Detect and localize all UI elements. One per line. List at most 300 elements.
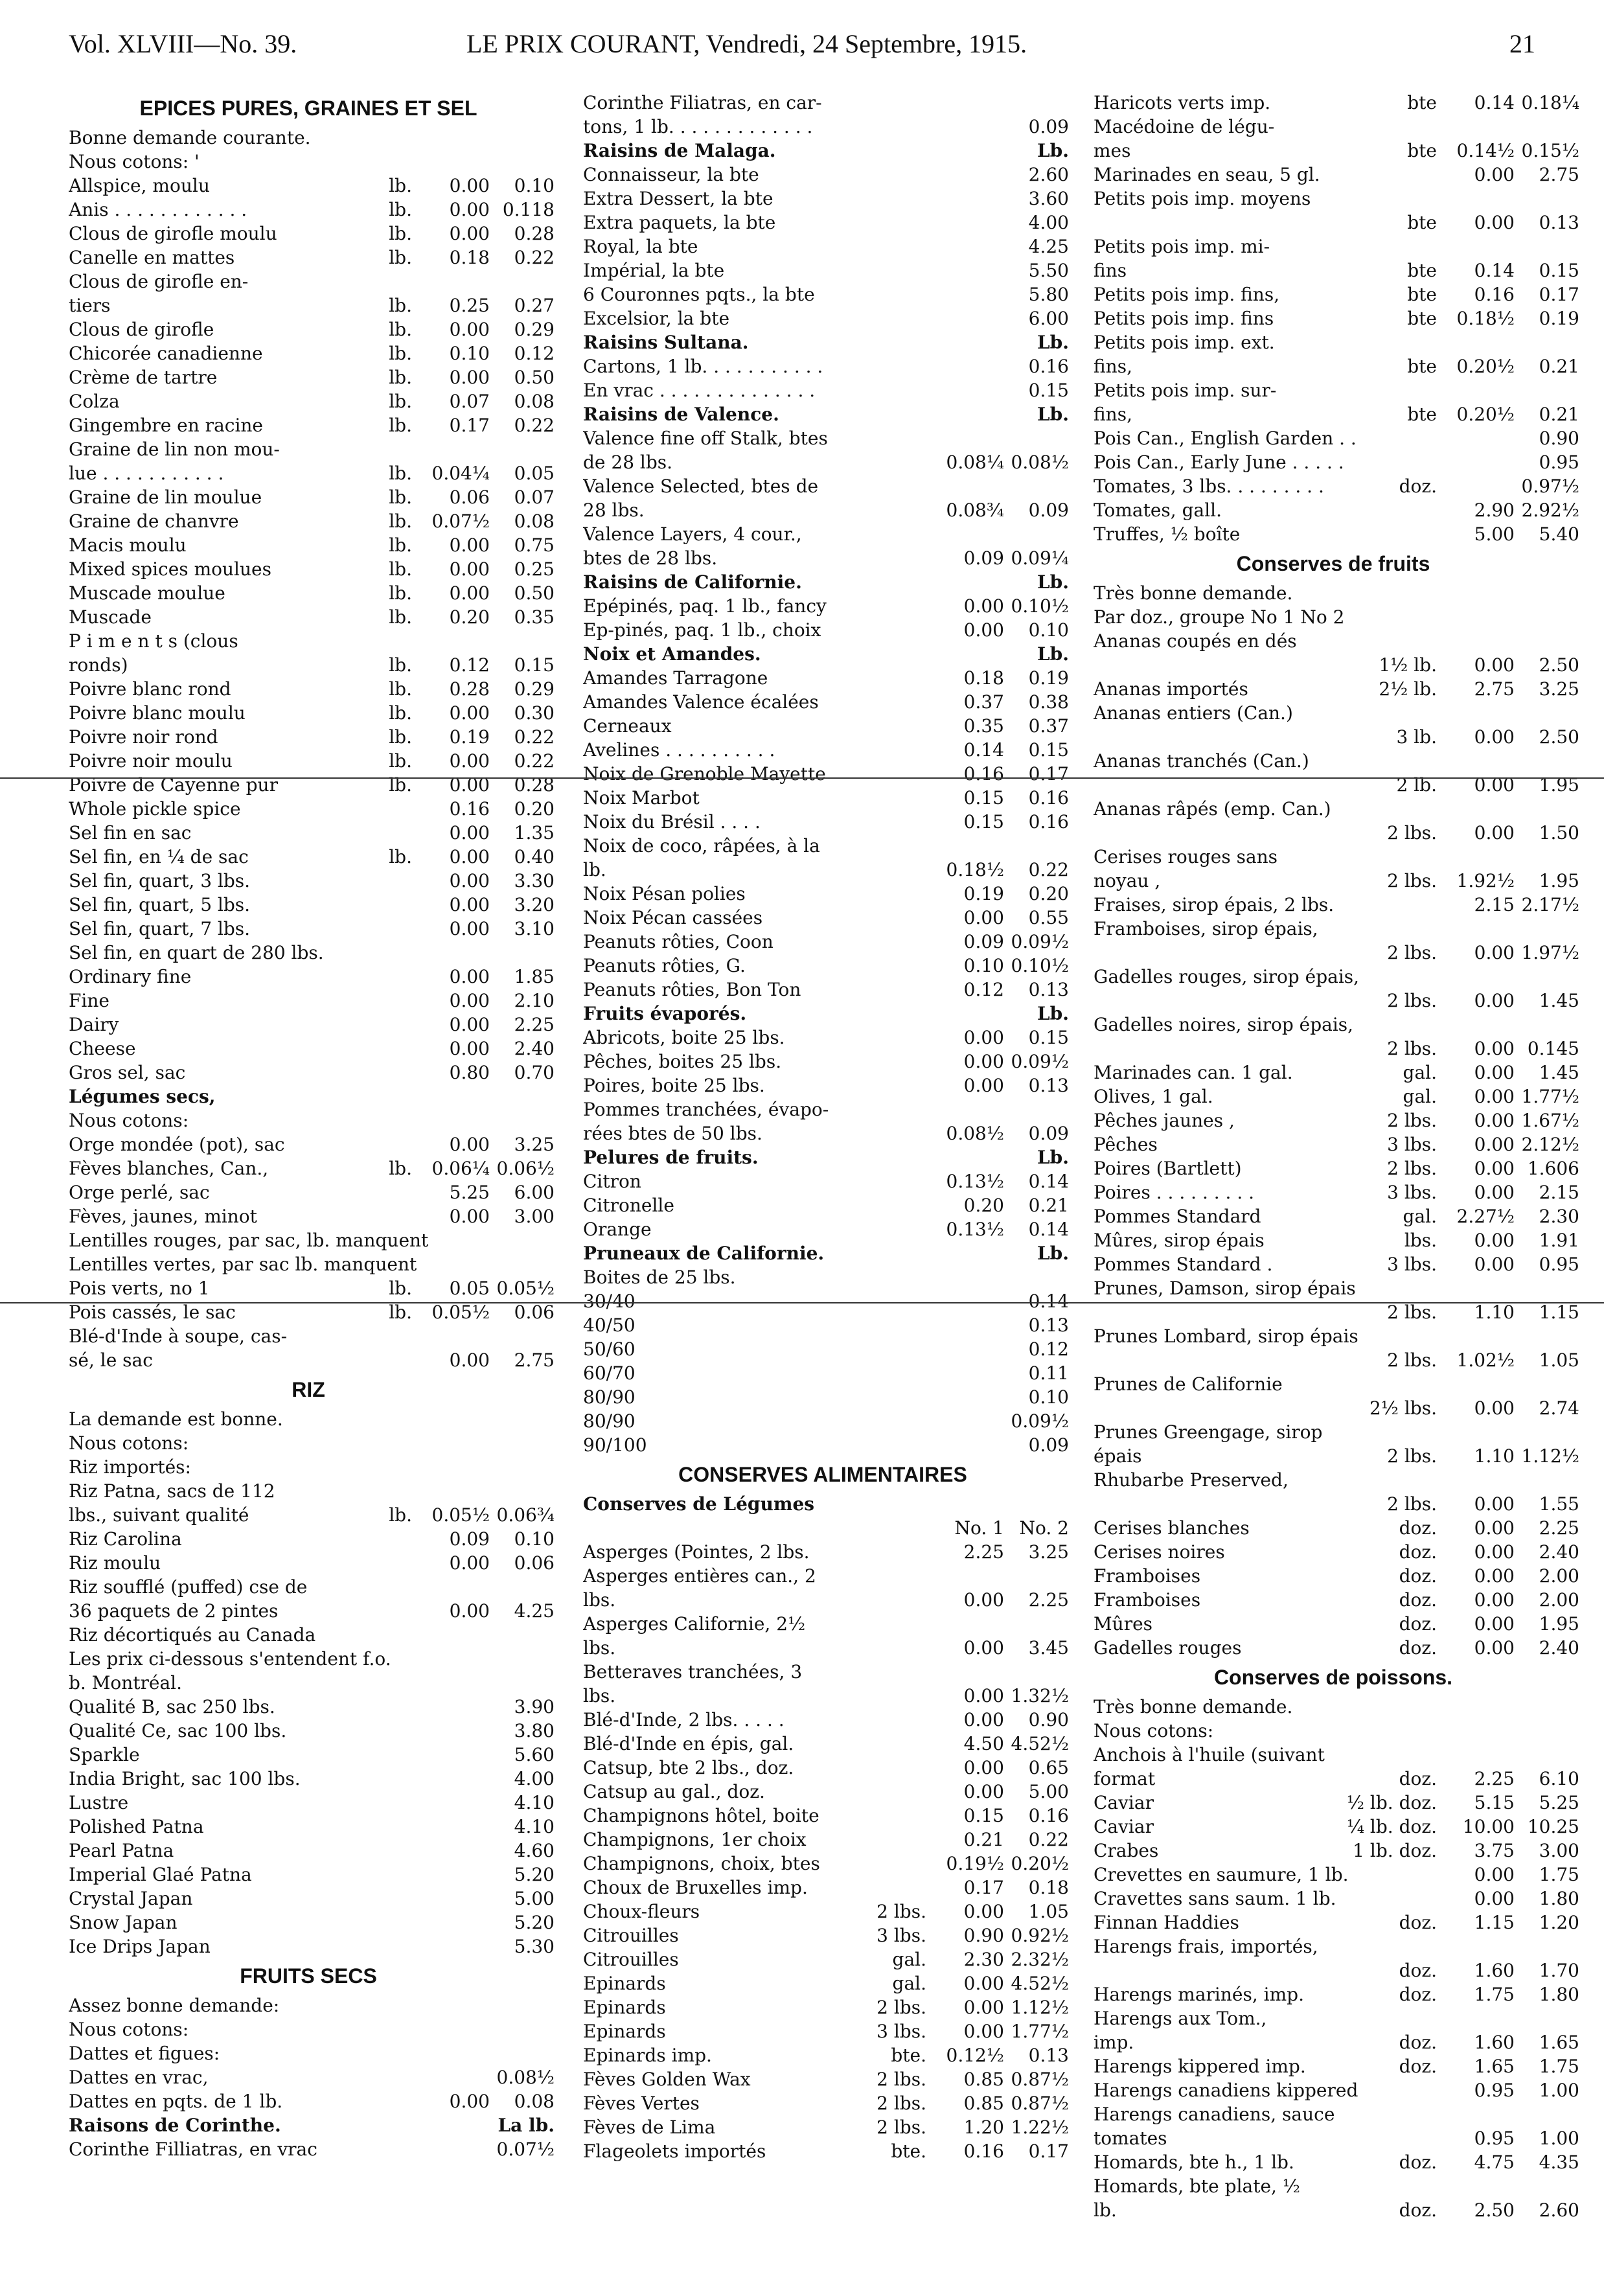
- item-label: Ananas coupés en dés: [1094, 630, 1297, 652]
- unit: doz.: [1399, 1517, 1437, 1539]
- price-row: [1094, 749, 1586, 773]
- price-low: 0.35: [963, 715, 1004, 737]
- section-heading: [69, 1372, 561, 1407]
- price-row: [1094, 1911, 1586, 1934]
- price-high: 2.50: [1539, 654, 1579, 676]
- unit: lb.: [389, 391, 412, 412]
- price-high: 0.28: [514, 223, 555, 244]
- item-label: Anchois à l'huile (suivant: [1094, 1744, 1325, 1765]
- item-label: Crystal Japan: [69, 1888, 193, 1909]
- price-high: 0.13: [1539, 212, 1579, 233]
- price-low: 0.00: [1474, 1038, 1515, 1059]
- price-high: 6.00: [514, 1182, 555, 1203]
- price-high: 2.17½: [1521, 894, 1579, 915]
- price-high: 1.22½: [1011, 2117, 1069, 2138]
- price-low: 1.02½: [1456, 1349, 1515, 1371]
- price-high: 0.08: [514, 2091, 555, 2112]
- subsection-heading: [583, 1145, 1075, 1169]
- heading-text: CONSERVES ALIMENTAIRES: [678, 1463, 967, 1486]
- unit: 2 lbs.: [1387, 1349, 1437, 1371]
- price-row: [69, 317, 561, 341]
- item-label: Ananas râpés (emp. Can.): [1094, 798, 1331, 820]
- unit: 2 lbs.: [876, 2093, 926, 2114]
- price-low: 0.00: [449, 2091, 490, 2112]
- price-row: [1094, 402, 1586, 426]
- item-label: lbs., suivant qualité: [69, 1504, 249, 1526]
- unit: lb.: [389, 606, 412, 628]
- price-low: 0.00: [449, 750, 490, 772]
- price-row: [583, 1636, 1075, 1660]
- price-high: 3.60: [1028, 188, 1069, 209]
- item-label: Haricots verts imp.: [1094, 92, 1271, 113]
- item-label: Très bonne demande.: [1094, 582, 1293, 604]
- price-high: 0.21: [1539, 356, 1579, 377]
- unit: bte: [1407, 356, 1437, 377]
- item-label: Tomates, 3 lbs. . . . . . . . .: [1094, 476, 1324, 497]
- price-low: 0.12: [449, 654, 490, 676]
- item-label: Valence fine off Stalk, btes: [583, 428, 828, 449]
- price-row: [69, 1037, 561, 1061]
- item-label: Pêches: [1094, 1134, 1158, 1155]
- price-high: 1.45: [1539, 1062, 1579, 1083]
- price-row: [69, 1132, 561, 1156]
- price-high: 0.15: [514, 654, 555, 676]
- price-row: [1094, 2054, 1586, 2078]
- item-label: Poivre blanc rond: [69, 678, 231, 700]
- item-label: Sel fin, quart, 3 lbs.: [69, 870, 251, 891]
- price-high: 0.10: [1028, 1386, 1069, 1408]
- unit: 2 lbs.: [876, 1997, 926, 2018]
- price-high: 0.06: [514, 1302, 555, 1323]
- price-low: 0.12: [963, 979, 1004, 1000]
- price-row: [69, 941, 561, 965]
- price-row: [1094, 354, 1586, 378]
- price-row: [1094, 1132, 1586, 1156]
- price-low: 1.65: [1474, 2056, 1515, 2077]
- item-label: Poivre de Cayenne pur: [69, 774, 278, 796]
- price-low: 0.18: [449, 247, 490, 268]
- price-high: 0.22: [514, 726, 555, 748]
- price-low: 0.08¾: [946, 499, 1004, 521]
- unit: lb.: [389, 319, 412, 340]
- unit: lb.: [389, 199, 412, 220]
- price-row: [69, 1503, 561, 1527]
- price-row: [1094, 653, 1586, 677]
- subsection-heading: [583, 570, 1075, 594]
- price-low: 0.13½: [946, 1219, 1004, 1240]
- item-label: ronds): [69, 654, 128, 676]
- item-label: Caviar: [1094, 1816, 1154, 1837]
- price-high: 2.92½: [1521, 499, 1579, 521]
- price-high: 2.60: [1028, 164, 1069, 185]
- price-row: [69, 1455, 561, 1479]
- price-high: 0.17: [1028, 2141, 1069, 2162]
- price-high: 0.05½: [496, 1278, 555, 1299]
- unit: 2 lbs.: [1387, 1493, 1437, 1515]
- item-label: Gingembre en racine: [69, 415, 264, 436]
- unit: gal.: [1403, 1206, 1437, 1227]
- price-high: 2.25: [1028, 1589, 1069, 1611]
- price-row: [1094, 330, 1586, 354]
- price-high: 2.75: [1539, 164, 1579, 185]
- price-low: 0.00: [963, 1709, 1004, 1730]
- price-row: [1094, 450, 1586, 474]
- item-label: Petits pois imp. sur-: [1094, 380, 1277, 401]
- unit: lb.: [389, 534, 412, 556]
- price-low: 0.16: [963, 2141, 1004, 2162]
- item-label: Rhubarbe Preserved,: [1094, 1469, 1289, 1491]
- item-label: Nous cotons: ': [69, 151, 200, 172]
- price-high: 4.10: [514, 1792, 555, 1813]
- price-low: 0.00: [1474, 1086, 1515, 1107]
- price-row: [583, 235, 1075, 258]
- price-row: [69, 485, 561, 509]
- price-low: 0.80: [449, 1062, 490, 1083]
- price-row: [69, 413, 561, 437]
- price-low: No. 1: [954, 1517, 1004, 1539]
- price-high: 0.09: [1028, 499, 1069, 521]
- item-label: Poires (Bartlett): [1094, 1158, 1242, 1179]
- item-label: Asperges (Pointes, 2 lbs.: [583, 1541, 810, 1563]
- price-row: [583, 1409, 1075, 1433]
- price-high: 0.21: [1028, 1195, 1069, 1216]
- unit: bte.: [891, 2045, 926, 2066]
- item-label: Gros sel, sac: [69, 1062, 186, 1083]
- price-low: 0.00: [449, 1349, 490, 1371]
- price-low: 0.17: [963, 1877, 1004, 1898]
- unit: lb.: [389, 223, 412, 244]
- price-high: Lb.: [1037, 1147, 1069, 1168]
- price-low: 0.00: [963, 1757, 1004, 1778]
- item-label: Bonne demande courante.: [69, 127, 311, 148]
- price-high: 0.50: [514, 367, 555, 388]
- price-high: 1.70: [1539, 1960, 1579, 1981]
- price-low: 0.00: [449, 702, 490, 724]
- price-low: 0.00: [1474, 1134, 1515, 1155]
- price-low: 0.95: [1474, 2080, 1515, 2101]
- price-row: [69, 1647, 561, 1671]
- price-row: [583, 1516, 1075, 1540]
- item-label: Framboises: [1094, 1565, 1201, 1587]
- price-low: 0.85: [963, 2093, 1004, 2114]
- price-row: [583, 1026, 1075, 1050]
- price-low: 0.00: [1474, 1062, 1515, 1083]
- unit: doz.: [1399, 1613, 1437, 1635]
- item-label: Connaisseur, la bte: [583, 164, 759, 185]
- item-label: P i m e n t s (clous: [69, 630, 238, 652]
- price-high: 0.28: [514, 774, 555, 796]
- item-label: Champignons, choix, btes: [583, 1853, 820, 1874]
- price-row: [583, 738, 1075, 762]
- price-row: [583, 2019, 1075, 2043]
- price-row: [1094, 1372, 1586, 1396]
- item-label: Finnan Haddies: [1094, 1912, 1239, 1933]
- subsection-heading: [583, 402, 1075, 426]
- item-label: Fèves Vertes: [583, 2093, 700, 2114]
- price-high: 2.25: [514, 1014, 555, 1035]
- section-heading: [1094, 1660, 1586, 1695]
- price-row: [69, 917, 561, 941]
- unit: lb.: [389, 558, 412, 580]
- price-low: 0.00: [1474, 164, 1515, 185]
- price-high: 2.32½: [1011, 1949, 1069, 1970]
- price-row: [583, 2115, 1075, 2139]
- price-high: 0.16: [1028, 1805, 1069, 1826]
- item-label: fins,: [1094, 404, 1132, 425]
- unit: lb.: [389, 487, 412, 508]
- price-low: 0.06¼: [431, 1158, 490, 1179]
- price-row: [1094, 1719, 1586, 1743]
- price-row: [583, 1612, 1075, 1636]
- price-row: [1094, 1516, 1586, 1540]
- price-high: 5.50: [1028, 260, 1069, 281]
- price-high: 0.97½: [1521, 476, 1579, 497]
- unit: gal.: [1403, 1062, 1437, 1083]
- item-label: Epinards: [583, 1973, 666, 1994]
- price-row: [69, 1061, 561, 1085]
- price-row: [1094, 2198, 1586, 2222]
- price-low: 0.00: [449, 894, 490, 915]
- unit: 1 lb. doz.: [1353, 1840, 1437, 1861]
- item-label: 50/60: [583, 1338, 636, 1360]
- price-high: 0.87½: [1011, 2093, 1069, 2114]
- price-high: 0.15½: [1521, 140, 1579, 161]
- price-low: 0.00: [963, 1781, 1004, 1802]
- price-low: 1.10: [1474, 1445, 1515, 1467]
- price-row: [69, 222, 561, 246]
- price-row: [1094, 1037, 1586, 1061]
- price-row: [1094, 1468, 1586, 1492]
- price-high: 1.91: [1539, 1230, 1579, 1251]
- price-row: [1094, 1863, 1586, 1887]
- price-low: 0.00: [1474, 1613, 1515, 1635]
- price-low: 0.14: [1474, 260, 1515, 281]
- price-high: 0.90: [1028, 1709, 1069, 1730]
- item-label: Cerises blanches: [1094, 1517, 1250, 1539]
- price-high: 0.16: [1028, 787, 1069, 809]
- price-row: [69, 198, 561, 222]
- item-label: Catsup, bte 2 lbs., doz.: [583, 1757, 794, 1778]
- price-row: [1094, 1108, 1586, 1132]
- price-low: 1.60: [1474, 2032, 1515, 2053]
- price-row: [583, 1971, 1075, 1995]
- price-row: [1094, 965, 1586, 989]
- item-label: Fèves blanches, Can.,: [69, 1158, 269, 1179]
- item-label: tomates: [1094, 2128, 1167, 2149]
- page-header: [0, 23, 1604, 69]
- price-row: [1094, 91, 1586, 115]
- price-low: 0.00: [449, 223, 490, 244]
- price-high: Lb.: [1037, 1003, 1069, 1024]
- price-high: 2.74: [1539, 1397, 1579, 1419]
- price-row: [69, 989, 561, 1013]
- price-low: 0.16: [449, 798, 490, 820]
- item-label: fins: [1094, 260, 1127, 281]
- item-label: Harengs marinés, imp.: [1094, 1984, 1304, 2005]
- price-high: 0.40: [514, 846, 555, 867]
- price-high: 1.05: [1539, 1349, 1579, 1371]
- price-high: 0.17: [1028, 763, 1069, 785]
- item-label: Cravettes sans saum. 1 lb.: [1094, 1888, 1336, 1909]
- price-row: [69, 1180, 561, 1204]
- price-high: 1.20: [1539, 1912, 1579, 1933]
- item-label: Gadelles rouges, sirop épais,: [1094, 966, 1360, 987]
- item-label: En vrac . . . . . . . . . . . . . .: [583, 380, 816, 401]
- item-label: Amandes Valence écalées: [583, 691, 819, 713]
- item-label: Pelures de fruits.: [583, 1147, 759, 1168]
- unit: doz.: [1399, 476, 1437, 497]
- unit: lb.: [389, 463, 412, 484]
- price-high: 2.50: [1539, 726, 1579, 748]
- item-label: Noix de coco, râpées, à la: [583, 835, 820, 856]
- price-row: [583, 450, 1075, 474]
- unit: 2 lbs.: [1387, 1445, 1437, 1467]
- price-low: 0.14: [963, 739, 1004, 761]
- item-label: Crabes: [1094, 1840, 1159, 1861]
- price-row: [583, 115, 1075, 139]
- item-label: Qualité B, sac 250 lbs.: [69, 1696, 275, 1717]
- price-low: 0.00: [449, 367, 490, 388]
- price-row: [69, 341, 561, 365]
- price-row: [1094, 773, 1586, 797]
- price-row: [69, 1431, 561, 1455]
- price-low: 2.15: [1474, 894, 1515, 915]
- price-high: 1.95: [1539, 774, 1579, 796]
- price-low: 4.75: [1474, 2152, 1515, 2173]
- horizontal-rule: [0, 1302, 1604, 1303]
- price-row: [69, 126, 561, 150]
- price-row: [69, 1815, 561, 1839]
- price-row: [69, 150, 561, 174]
- item-label: Raisons de Corinthe.: [69, 2115, 281, 2136]
- price-high: 6.00: [1028, 308, 1069, 329]
- item-label: Ice Drips Japan: [69, 1936, 211, 1957]
- price-row: [583, 378, 1075, 402]
- price-row: [69, 437, 561, 461]
- price-high: 0.95: [1539, 452, 1579, 473]
- item-label: rées btes de 50 lbs.: [583, 1123, 762, 1144]
- unit: lb.: [389, 678, 412, 700]
- unit: doz.: [1399, 1637, 1437, 1659]
- price-low: 0.00: [1474, 942, 1515, 963]
- price-high: 2.40: [1539, 1541, 1579, 1563]
- item-label: Qualité Ce, sac 100 lbs.: [69, 1720, 287, 1741]
- price-low: 0.00: [449, 1014, 490, 1035]
- price-low: 0.00: [449, 558, 490, 580]
- price-high: 0.19: [1028, 667, 1069, 689]
- price-low: 0.00: [1474, 990, 1515, 1011]
- item-label: Petits pois imp. moyens: [1094, 188, 1311, 209]
- price-row: [69, 2065, 561, 2089]
- item-label: Catsup au gal., doz.: [583, 1781, 765, 1802]
- price-row: [583, 1660, 1075, 1684]
- price-row: [583, 2067, 1075, 2091]
- price-row: [583, 834, 1075, 858]
- item-label: b. Montréal.: [69, 1672, 183, 1693]
- price-high: 4.52½: [1011, 1733, 1069, 1754]
- price-low: 2.90: [1474, 499, 1515, 521]
- price-row: [583, 1923, 1075, 1947]
- price-row: [69, 1993, 561, 2017]
- item-label: Raisins de Valence.: [583, 404, 779, 425]
- unit: 3 lbs.: [876, 2021, 926, 2042]
- item-label: Mixed spices moulues: [69, 558, 271, 580]
- item-label: Fèves, jaunes, minot: [69, 1206, 257, 1227]
- price-row: [69, 1695, 561, 1719]
- unit: lb.: [389, 1158, 412, 1179]
- price-low: 0.00: [449, 199, 490, 220]
- price-high: 0.35: [514, 606, 555, 628]
- price-high: 5.80: [1028, 284, 1069, 305]
- unit: 3 lbs.: [1387, 1134, 1437, 1155]
- column-middle: [583, 91, 1075, 2274]
- price-high: 1.67½: [1521, 1110, 1579, 1131]
- price-high: 3.00: [1539, 1840, 1579, 1861]
- item-label: Par doz., groupe No 1 No 2: [1094, 606, 1345, 628]
- price-high: 0.09: [1028, 1434, 1069, 1456]
- item-label: lbs.: [583, 1685, 616, 1706]
- item-label: Noix Marbot: [583, 787, 700, 809]
- price-row: [1094, 1839, 1586, 1863]
- item-label: Colza: [69, 391, 120, 412]
- price-row: [69, 1228, 561, 1252]
- price-high: 0.08: [514, 391, 555, 412]
- price-high: 0.29: [514, 678, 555, 700]
- price-row: [1094, 1564, 1586, 1588]
- item-label: Crème de tartre: [69, 367, 218, 388]
- unit: 3 lbs.: [1387, 1254, 1437, 1275]
- item-label: Framboises, sirop épais,: [1094, 918, 1318, 939]
- item-label: Marinades en seau, 5 gl.: [1094, 164, 1320, 185]
- price-row: [1094, 1540, 1586, 1564]
- price-high: 1.15: [1539, 1302, 1579, 1323]
- price-high: 0.38: [1028, 691, 1069, 713]
- price-row: [1094, 115, 1586, 139]
- price-row: [69, 1300, 561, 1324]
- price-high: 1.80: [1539, 1888, 1579, 1909]
- price-row: [583, 714, 1075, 738]
- price-high: 4.00: [514, 1768, 555, 1789]
- price-high: 0.15: [1539, 260, 1579, 281]
- price-low: 0.00: [963, 1997, 1004, 2018]
- item-label: Prunes Lombard, sirop épais: [1094, 1326, 1358, 1347]
- price-row: [1094, 1180, 1586, 1204]
- item-label: Graine de chanvre: [69, 511, 239, 532]
- price-high: 4.25: [1028, 236, 1069, 257]
- item-label: Amandes Tarragone: [583, 667, 768, 689]
- item-label: Dattes en pqts. de 1 lb.: [69, 2091, 283, 2112]
- price-row: [69, 1348, 561, 1372]
- unit: gal.: [892, 1949, 926, 1970]
- price-high: 0.65: [1028, 1757, 1069, 1778]
- item-label: Corinthe Filiatras, en car-: [583, 92, 822, 113]
- price-low: 0.00: [963, 1075, 1004, 1096]
- price-row: [583, 1828, 1075, 1852]
- item-label: Fèves Golden Wax: [583, 2069, 751, 2090]
- unit: lb.: [389, 846, 412, 867]
- item-label: Petits pois imp. mi-: [1094, 236, 1270, 257]
- item-label: Raisins de Malaga.: [583, 140, 776, 161]
- item-label: Lustre: [69, 1792, 129, 1813]
- price-row: [69, 1252, 561, 1276]
- price-high: 4.00: [1028, 212, 1069, 233]
- price-low: 1.92½: [1456, 870, 1515, 891]
- price-row: [583, 426, 1075, 450]
- price-row: [583, 1217, 1075, 1241]
- price-low: 0.00: [963, 1973, 1004, 1994]
- price-low: 0.00: [1474, 1110, 1515, 1131]
- price-high: 0.16: [1028, 811, 1069, 832]
